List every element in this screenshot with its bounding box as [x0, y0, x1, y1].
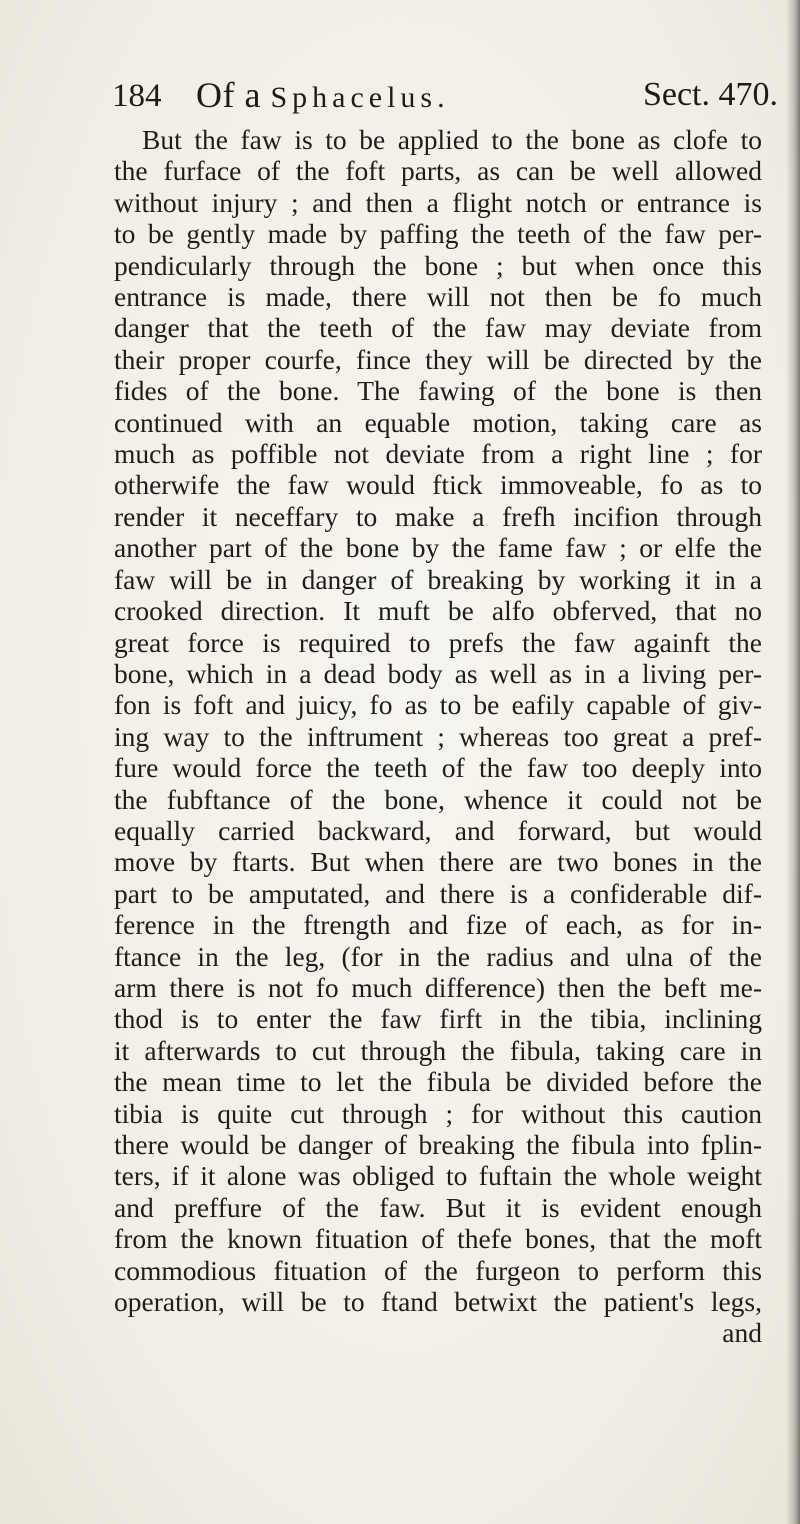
text-line: danger that the teeth of the faw may deviate from [114, 312, 762, 344]
text-line: bone, which in a dead body as well as in a living per- [114, 657, 762, 689]
text-line: from the known fituation of thefe bones, that the moft [114, 1223, 762, 1255]
text-line: operation, will be to ftand betwixt the patient's legs, [114, 1286, 762, 1318]
text-line: commodious fituation of the furgeon to perform this [114, 1254, 762, 1286]
text-line: move by ftarts. But when there are two bones in the [114, 846, 762, 878]
text-line: there would be danger of breaking the fibula into fplin- [114, 1129, 762, 1160]
text-line: continued with an equable motion, taking care as [114, 406, 762, 438]
text-line: fure would force the teeth of the faw too deeply into [114, 752, 762, 784]
text-line: pendicularly through the bone ; but when once this [114, 249, 762, 281]
text-line: it afterwards to cut through the fibula, taking care in [114, 1034, 762, 1066]
section-reference: Sect. 470. [642, 76, 778, 113]
text-line: great force is required to prefs the faw againft the [114, 626, 762, 658]
text-line: the fubftance of the bone, whence it could not be [114, 783, 762, 815]
text-line: without injury ; and then a flight notch or entrance is [114, 186, 762, 218]
text-line: their proper courfe, fince they will be directed by the [114, 343, 762, 375]
text-line: thod is to enter the faw firft in the tibia, inclining [114, 1003, 762, 1035]
text-line: render it neceffary to make a frefh incifion through [114, 500, 762, 532]
running-header [112, 74, 778, 120]
page-number: 184 [112, 78, 162, 114]
text-line: fides of the bone. The fawing of the bone is then [114, 375, 762, 407]
text-line: otherwife the faw would ftick immoveable, fo as to [114, 469, 762, 501]
title-prefix: Of a [196, 75, 261, 115]
title-main: Sphacelus. [270, 81, 450, 114]
text-line: and preffure of the faw. But it is evident enough [114, 1191, 762, 1223]
text-line: another part of the bone by the fame faw ; or elfe the [114, 532, 762, 564]
body-text [114, 124, 762, 1349]
text-line: equally carried backward, and forward, but would [114, 814, 762, 846]
text-line: faw will be in danger of breaking by working it in a [114, 563, 762, 595]
text-line: ing way to the inftrument ; whereas too great a pref- [114, 720, 762, 752]
text-line: the mean time to let the fibula be divided before the [114, 1066, 762, 1098]
text-line: ftance in the leg, (for in the radius and ulna of the [114, 940, 762, 972]
text-line: But the faw is to be applied to the bone as clofe to [142, 124, 762, 155]
text-line: much as poffible not deviate from a right line ; for [114, 438, 762, 470]
text-line: tibia is quite cut through ; for without this caution [114, 1097, 762, 1129]
running-title [196, 74, 450, 116]
text-line: fon is foft and juicy, fo as to be eafily capable of giv- [114, 689, 762, 721]
text-line: the furface of the foft parts, as can be well allowed [114, 155, 762, 187]
page-edge-shadow [786, 0, 800, 1524]
text-line: and [722, 1317, 762, 1349]
text-line: ference in the ftrength and fize of each, as for in- [114, 909, 762, 941]
text-line: crooked direction. It muft be alfo obferved, that no [114, 595, 762, 627]
text-line: entrance is made, there will not then be fo much [114, 281, 762, 313]
text-line: ters, if it alone was obliged to fuftain the whole weight [114, 1160, 762, 1192]
text-line: part to be amputated, and there is a confiderable dif- [114, 877, 762, 909]
text-line: to be gently made by paffing the teeth of the faw per- [114, 218, 762, 250]
text-line: arm there is not fo much difference) then the beft me- [114, 971, 762, 1003]
